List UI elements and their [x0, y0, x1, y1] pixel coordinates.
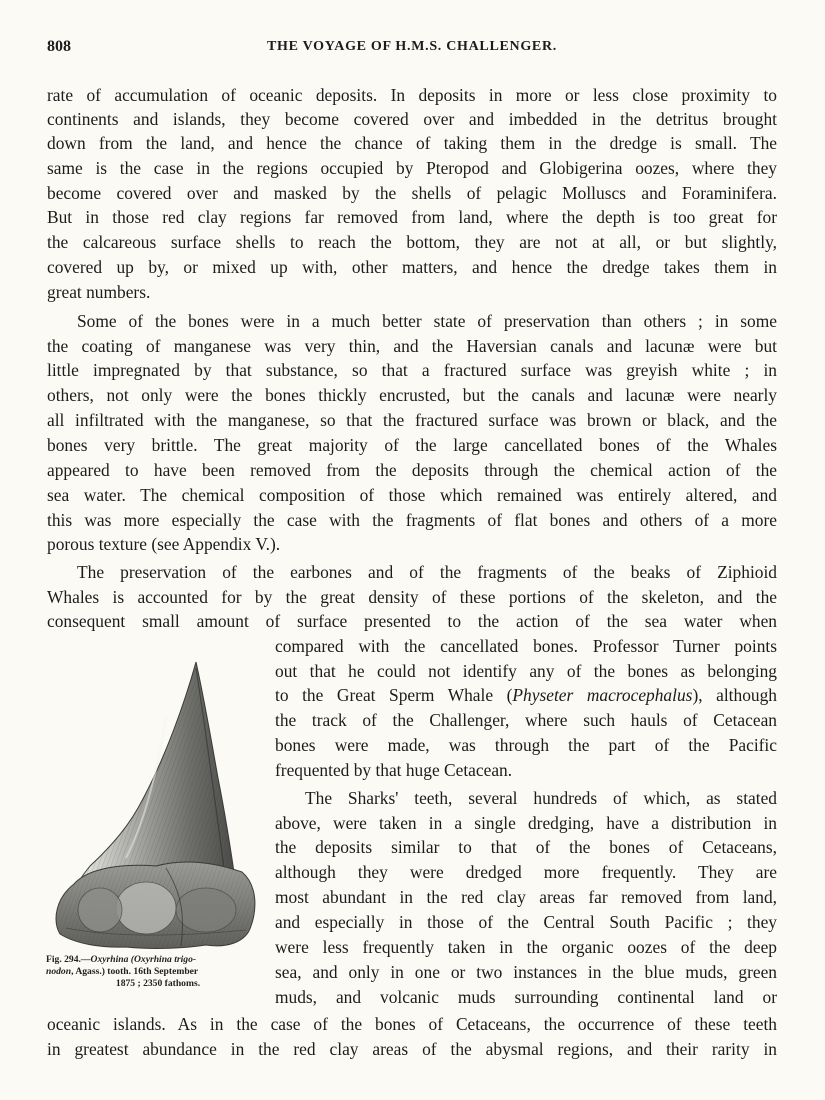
text-line: great numbers.: [47, 282, 151, 302]
text-line: frequented by that huge Cetacean.: [275, 760, 513, 780]
text-line: sea water. The chemical composition of those which remained was entirely altered, and: [47, 485, 777, 505]
text-line: bones very brittle. The great majority of the large cancellated bones of the Whales: [47, 435, 777, 455]
text-line: consequent small amount of surface presented to the action of the sea water when: [47, 611, 777, 631]
text-line: although they were dredged more frequently. They are: [275, 862, 777, 882]
text-line: Some of the bones were in a much better state of preservation than others ; in some: [77, 311, 777, 331]
text-line: But in those red clay regions far removed from land, where the depth is too great for: [47, 207, 777, 227]
text-line: muds, and volcanic muds surrounding continental land or: [275, 987, 777, 1007]
text-line: out that he could not identify any of the bones as belonging: [275, 661, 777, 681]
text-line: The preservation of the earbones and of the fragments of the beaks of Ziphioid: [77, 562, 777, 582]
text-line: were less frequently taken in the organic oozes of the deep: [275, 937, 777, 957]
text-line: porous texture (see Appendix V.).: [47, 534, 281, 554]
text-line: most abundant in the red clay areas far removed from land,: [275, 887, 777, 907]
text-line: this was more especially the case with the fragments of flat bones and others of a more: [47, 510, 777, 530]
text-line: covered up by, or mixed up with, other matters, and hence the dredge takes them in: [47, 257, 777, 277]
text-line: the calcareous surface shells to reach the bottom, they are not at all, or but slightly,: [47, 232, 777, 252]
text-line: bones were made, was through the part of the Pacific: [275, 735, 777, 755]
shark-tooth-figure: [46, 658, 266, 950]
text-line: down from the land, and hence the chance of taking them in the dredge is small. The: [47, 133, 777, 153]
text-line: little impregnated by that substance, so that a fractured surface was greyish white ; in: [47, 360, 777, 380]
running-title: THE VOYAGE OF H.M.S. CHALLENGER.: [267, 39, 557, 54]
text-line: same is the case in the regions occupied by Pteropod and Globigerina oozes, where they: [47, 158, 777, 178]
text-line: the coating of manganese was very thin, and the Haversian canals and lacunæ were but: [47, 336, 777, 356]
figure-caption: Fig. 294.—Oxyrhina (Oxyrhina trigo- nodon, Agass.) tooth. 16th September 1875 ; 2350 fathoms.: [46, 954, 201, 989]
species-name: Physeter macrocephalus: [512, 685, 693, 705]
text-line: the deposits similar to that of the bones of Cetaceans,: [275, 837, 777, 857]
text-line: rate of accumulation of oceanic deposits. In deposits in more or less close proximity to: [47, 85, 777, 105]
text-line: Whales is accounted for by the great density of these portions of the skeleton, and the: [47, 587, 777, 607]
text-line-with-italic: to the Great Sperm Whale (Physeter macrocephalus), although: [275, 685, 777, 705]
text-line: and especially in those of the Central South Pacific ; they: [275, 912, 777, 932]
text-line: above, were taken in a single dredging, have a distribution in: [275, 813, 777, 833]
text-line: others, not only were the bones thickly encrusted, but the canals and lacunæ were nearly: [47, 385, 777, 405]
page-header: [47, 38, 777, 60]
text-line: sea, and only in one or two instances in the blue muds, green: [275, 962, 777, 982]
text-line: compared with the cancellated bones. Professor Turner points: [275, 636, 777, 656]
text-line: continents and islands, they become covered over and imbedded in the detritus brought: [47, 109, 777, 129]
text-line: The Sharks' teeth, several hundreds of which, as stated: [305, 788, 777, 808]
page-number: 808: [47, 38, 71, 55]
text-line: oceanic islands. As in the case of the bones of Cetaceans, the occurrence of these teeth: [47, 1014, 777, 1034]
shark-tooth-illustration: [46, 658, 266, 950]
text-line: in greatest abundance in the red clay areas of the abysmal regions, and their rarity in: [47, 1039, 777, 1059]
text-line: the track of the Challenger, where such hauls of Cetacean: [275, 710, 777, 730]
text-line: become covered over and masked by the shells of pelagic Molluscs and Foraminifera.: [47, 183, 777, 203]
text-line: appeared to have been removed from the deposits through the chemical action of the: [47, 460, 777, 480]
text-line: all infiltrated with the manganese, so that the fractured surface was brown or black, and the: [47, 410, 777, 430]
